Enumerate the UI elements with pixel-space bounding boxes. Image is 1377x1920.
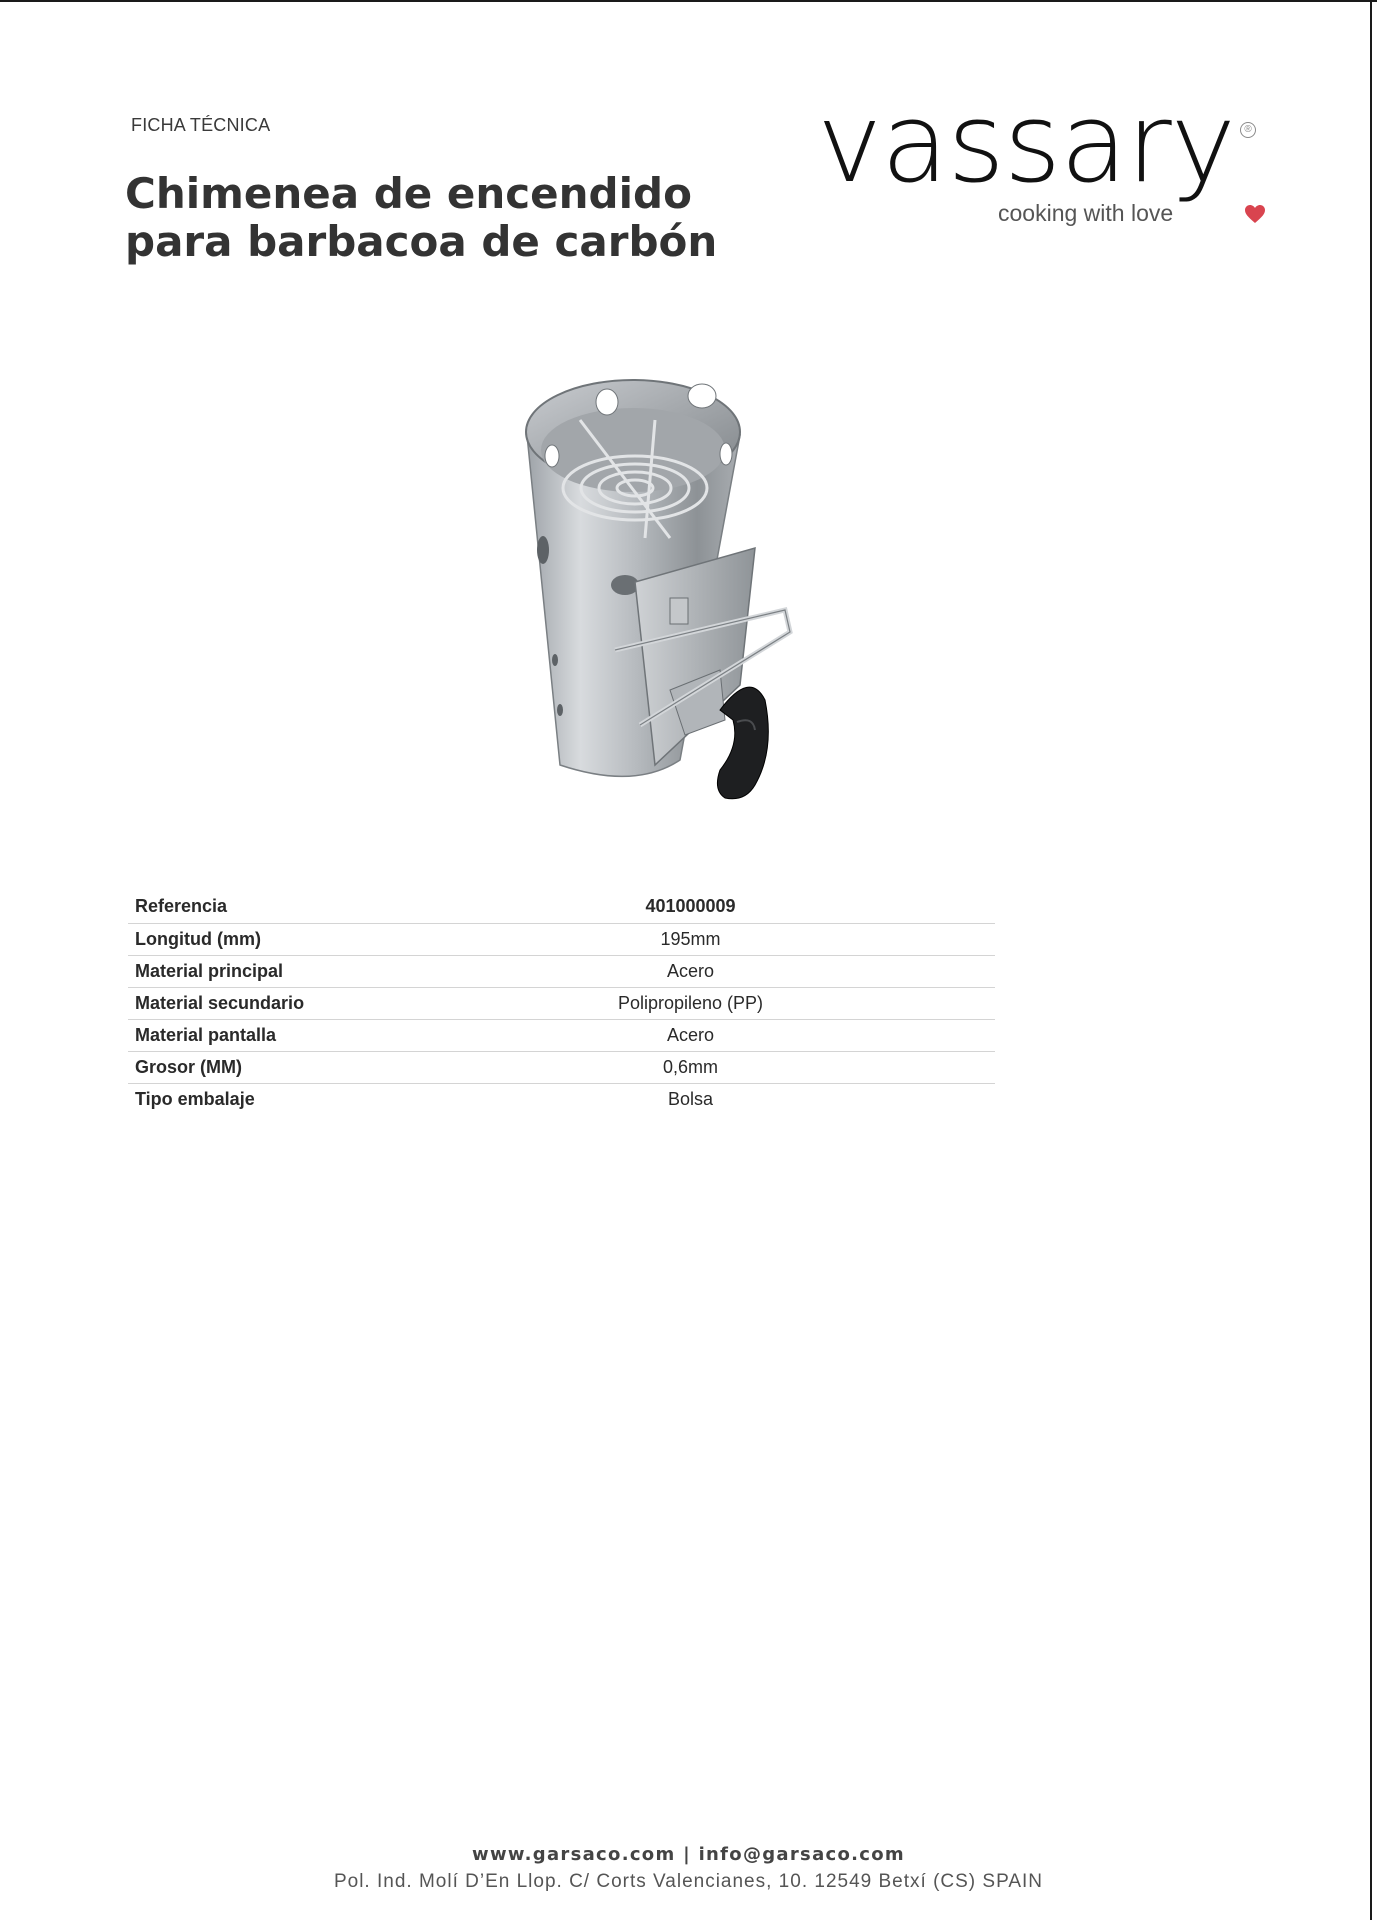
footer-email-link[interactable]: info@garsaco.com xyxy=(698,1844,905,1865)
spec-value: Acero xyxy=(666,1024,715,1045)
spec-row-material-secundario xyxy=(128,987,995,1019)
page-border-top xyxy=(0,0,1377,2)
spec-row-material-principal xyxy=(128,955,995,987)
specifications-table xyxy=(128,891,995,1115)
title-line-1: Chimenea de encendido xyxy=(125,169,692,218)
spec-key: Grosor (MM) xyxy=(135,1056,242,1077)
spec-value: 0,6mm xyxy=(662,1056,718,1077)
spec-row-longitud xyxy=(128,923,995,955)
title-line-2: para barbacoa de carbón xyxy=(125,217,718,266)
spec-key: Tipo embalaje xyxy=(135,1088,255,1109)
spec-key: Material principal xyxy=(135,960,284,981)
brand-logo xyxy=(815,79,1275,240)
page-title xyxy=(125,170,765,266)
spec-value: 195mm xyxy=(660,928,721,949)
spec-key: Referencia xyxy=(135,896,228,917)
spec-value: Polipropileno (PP) xyxy=(617,992,764,1013)
document-type-label: FICHA TÉCNICA xyxy=(131,115,271,135)
brand-tagline: cooking with love xyxy=(998,200,1174,226)
spec-row-material-pantalla xyxy=(128,1019,995,1051)
heart-icon xyxy=(1243,202,1267,226)
registered-mark: ® xyxy=(1240,122,1256,138)
spec-row-referencia xyxy=(128,891,995,923)
spec-value: 401000009 xyxy=(645,896,736,917)
spec-key: Material secundario xyxy=(135,992,305,1013)
footer-website-link[interactable]: www.garsaco.com xyxy=(472,1844,676,1865)
footer-separator: | xyxy=(683,1844,691,1865)
footer-contact xyxy=(0,1844,1377,1865)
brand-wordmark: vassary xyxy=(817,79,1235,207)
page-border-right xyxy=(1370,0,1372,1920)
spec-key: Material pantalla xyxy=(135,1024,277,1045)
spec-value: Acero xyxy=(666,960,715,981)
spec-key: Longitud (mm) xyxy=(135,928,261,949)
charcoal-chimney-starter-image xyxy=(515,370,855,830)
spec-row-grosor xyxy=(128,1051,995,1083)
spec-row-tipo-embalaje xyxy=(128,1083,995,1115)
page-footer xyxy=(0,1844,1377,1893)
spec-value: Bolsa xyxy=(667,1088,714,1109)
footer-address: Pol. Ind. Molí D’En Llop. C/ Corts Valencianes, 10. 12549 Betxí (CS) SPAIN xyxy=(333,1871,1044,1892)
